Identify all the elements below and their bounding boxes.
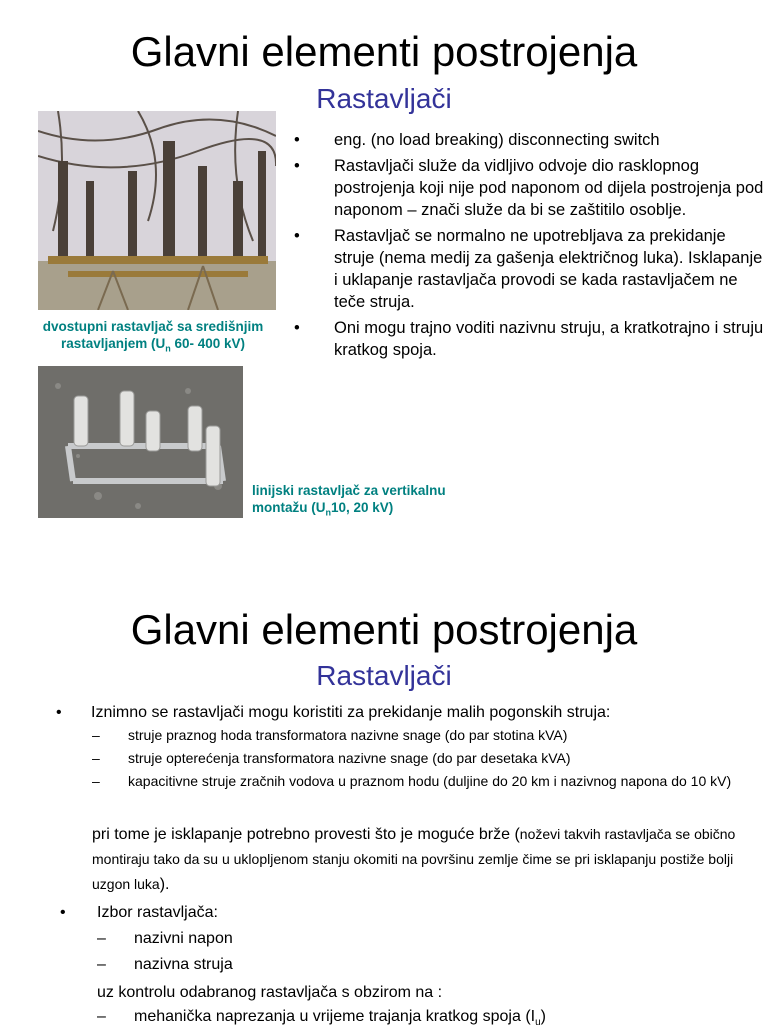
dash-symbol: –: [97, 1008, 106, 1025]
bullet-symbol: •: [294, 319, 300, 337]
slide2-title: Glavni elementi postrojenja: [130, 606, 638, 653]
caption-line-disconnector: linijski rastavljač za vertikalnu montažu ($U_n10$, 20 kV): [252, 483, 446, 518]
slide2-subtitle: Rastavljači: [316, 660, 452, 691]
dash-symbol: –: [92, 773, 100, 789]
list-item: – struje opterećenja transformatora nazivne snage (do par desetaka kVA): [92, 750, 571, 766]
dash-symbol: –: [92, 750, 100, 766]
list-item: – kapacitivne struje zračnih vodova u praznom hodu (duljine do 20 km i nazivnog napona do 10 kV): [92, 773, 732, 789]
slide2-sub-list: [92, 725, 762, 791]
list-item: • Rastavljač se normalno ne upotrebljava za prekidanje struje (nema medij za gašenja električnog luka). Isklapanje i uklapanje rastavljača provodi se kada rastavljačem ne teče struja.: [294, 227, 763, 311]
slide2-bullet-2: • Izbor rastavljača:: [60, 904, 218, 921]
bullet-symbol: •: [60, 904, 66, 921]
slide2-paragraph: pri tome je isklapanje potrebno provesti što je moguće brže (noževi takvih rastavljača se obično montiraju tako da su u uklopljenom stanju okomiti na površinu zemlje čime se pri isklapanju postiže bolji uzgon luka).: [92, 826, 736, 893]
mechanical-stress-item: – mehanička naprezanja u vrijeme trajanja kratkog spoja $(I_u)$: [97, 1008, 546, 1029]
control-text: uz kontrolu odabranog rastavljača s obzirom na :: [97, 984, 443, 1001]
selection-item: – nazivna struja: [97, 956, 233, 973]
bullet-symbol: •: [294, 227, 300, 245]
dash-symbol: –: [97, 956, 106, 973]
slide2-bullet-1: • Iznimno se rastavljači mogu koristiti za prekidanje malih pogonskih struja:: [56, 704, 611, 721]
caption-substation-disconnector: dvostupni rastavljač sa središnjim rastavljanjem ($U_n$ 60- 400 kV): [42, 319, 264, 354]
list-item: – struje praznog hoda transformatora nazivne snage (do par stotina kVA): [92, 727, 568, 743]
dash-symbol: –: [92, 727, 100, 743]
list-item: • Oni mogu trajno voditi nazivnu struju, a kratkotrajno i struju kratkog spoja.: [294, 319, 764, 359]
slide1-bullet-list: [294, 129, 766, 365]
slide1-subtitle: Rastavljači: [316, 83, 452, 114]
bullet-symbol: •: [294, 131, 300, 149]
list-item: • Rastavljači služe da vidljivo odvoje dio rasklopnog postrojenja koji nije pod naponom od dijela postrojenja pod naponom – znači služe da bi se zaštitilo osoblje.: [294, 157, 764, 219]
bullet-symbol: •: [294, 157, 300, 175]
line-disconnector-photo: [38, 366, 243, 518]
list-item: • eng. (no load breaking) disconnecting switch: [294, 131, 660, 149]
selection-item: – nazivni napon: [97, 930, 233, 947]
dash-symbol: –: [97, 930, 106, 947]
bullet-symbol: •: [56, 704, 62, 721]
slide1-title: Glavni elementi postrojenja: [130, 28, 638, 75]
substation-disconnector-photo: [38, 111, 276, 310]
